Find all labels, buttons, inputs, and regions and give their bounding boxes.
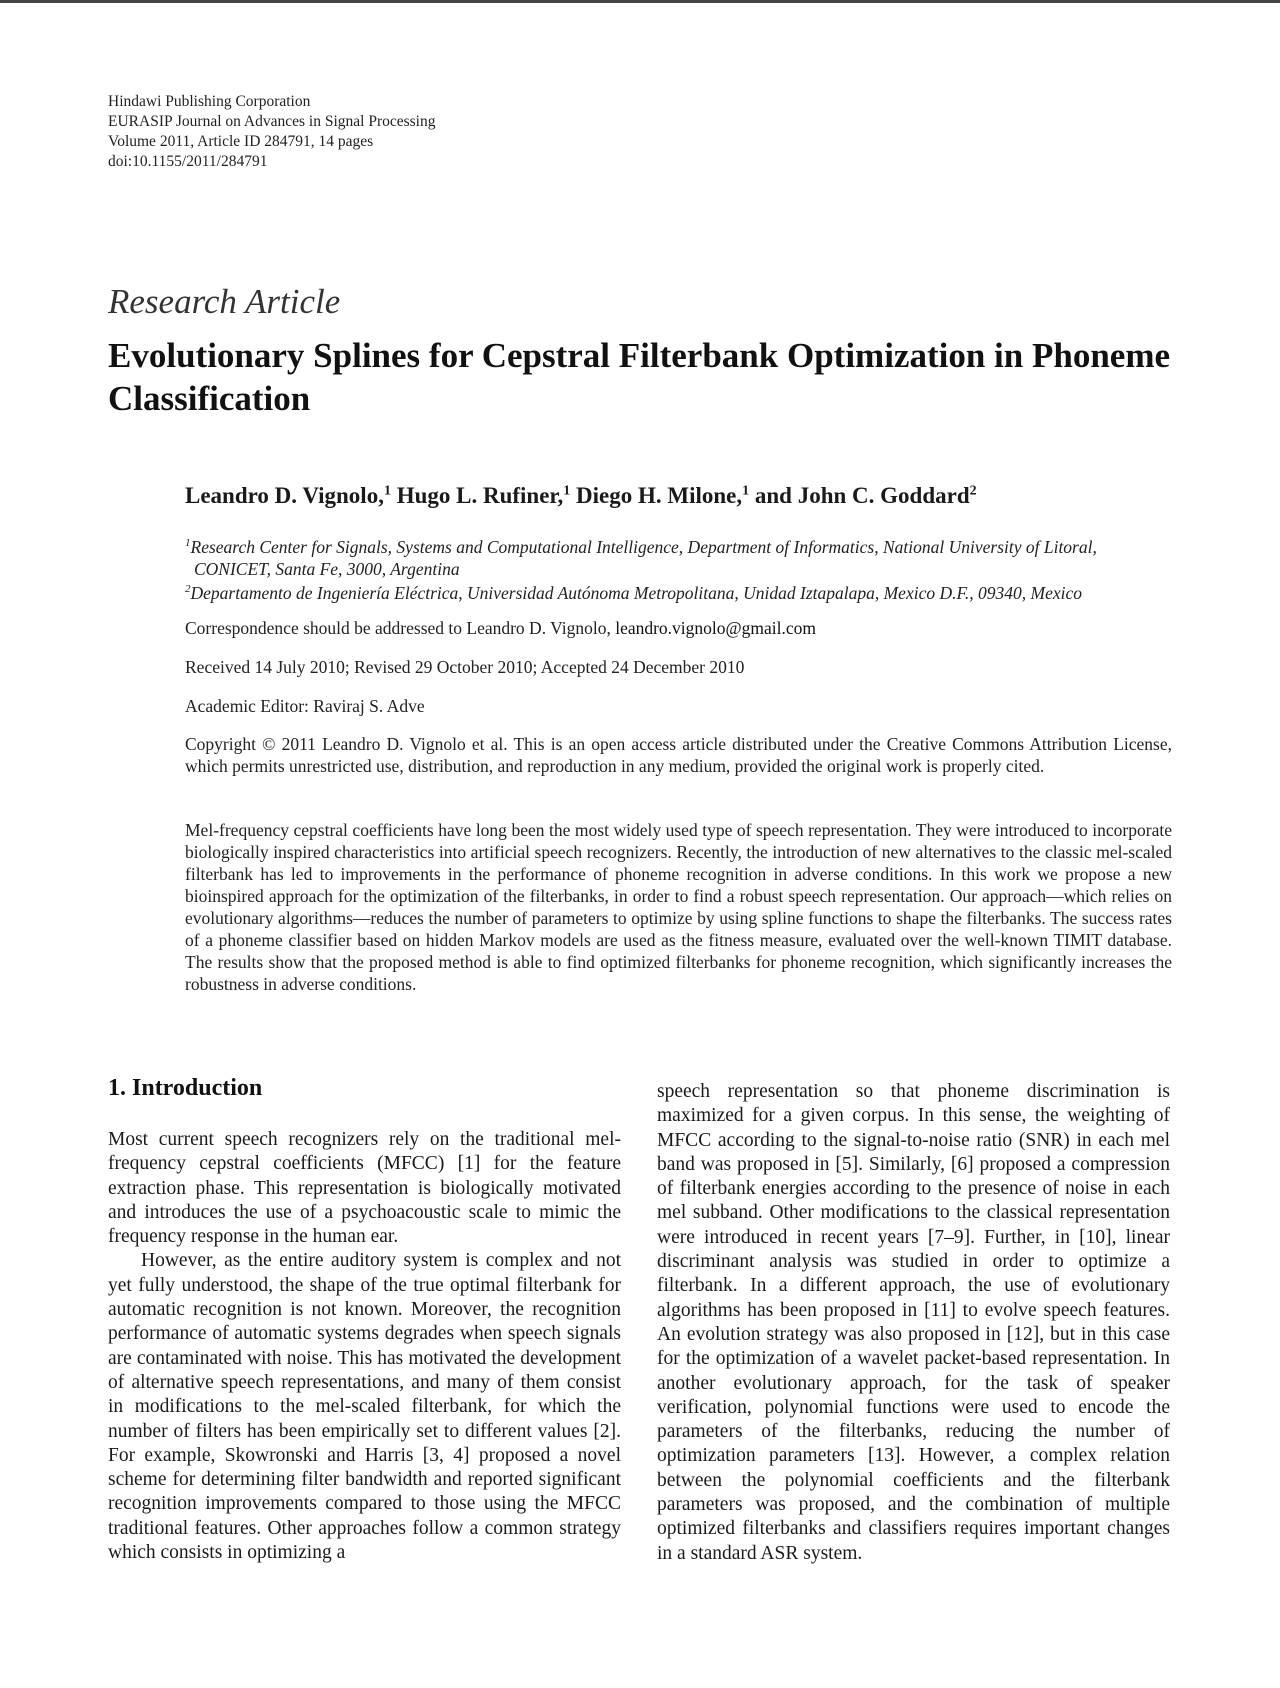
paragraph: However, as the entire auditory system is complex and not yet fully understood, the shape of the true optimal filterbank for automatic recognition is not known. Moreover, the recognition performance of automatic systems degrades when speech signals are contaminated with noise. This has motivated the development of alternative speech representations, and many of them consist in modifications to the mel-scaled filterbank, for which the number of filters has been empirically set to different values [2]. For example, Skowronski and Harris [3, 4] proposed a novel scheme for determining filter bandwidth and reported significant recognition improvements compared to those using the MFCC traditional features. Other approaches follow a common strategy which consists in optimizing a bbox=[108, 1250, 621, 1564]
article-dates: Received 14 July 2010; Revised 29 October 2010; Accepted 24 December 2010 bbox=[185, 657, 745, 677]
publisher: Hindawi Publishing Corporation bbox=[108, 93, 311, 110]
journal-name: EURASIP Journal on Advances in Signal Processing bbox=[108, 113, 436, 130]
section-heading: 1. Introduction bbox=[108, 1075, 263, 1101]
paragraph: speech representation so that phoneme discrimination is maximized for a given corpus. In this sense, the weighting of MFCC according to the signal-to-noise ratio (SNR) in each mel band was proposed in [5]. Similarly, [6] proposed a compression of filterbank energies according to the presence of noise in each mel subband. Other modifications to the classical representation were introduced in recent years [7–9]. Further, in [10], linear discriminant analysis was studied in order to optimize a filterbank. In a different approach, the use of evolutionary algorithms has been proposed in [11] to evolve speech features. An evolution strategy was also proposed in [12], but in this case for the optimization of a wavelet packet-based representation. In another evolutionary approach, for the task of speaker verification, polynomial functions were used to encode the parameters of the filterbanks, reducing the number of optimization parameters [13]. However, a complex relation between the polynomial coefficients and the filterbank parameters was proposed, and the combination of multiple optimized filterbanks and classifiers requires important changes in a standard ASR system. bbox=[657, 1081, 1170, 1564]
author: and John C. Goddard$^2$ bbox=[754, 483, 977, 508]
body-column-right bbox=[657, 1080, 1170, 1566]
author: Diego H. Milone,$^1$ bbox=[576, 483, 750, 508]
abstract: Mel-frequency cepstral coefficients have long been the most widely used type of speech representation. They were introduced to incorporate biologically inspired characteristics into artificial speech recognizers. Recently, the introduction of new alternatives to the classic mel-scaled filterbank has led to improvements in the performance of phoneme recognition in adverse conditions. In this work we propose a new bioinspired approach for the optimization of the filterbanks, in order to find a robust speech representation. Our approach—which relies on evolutionary algorithms—reduces the number of parameters to optimize by using spline functions to shape the filterbanks. The success rates of a phoneme classifier based on hidden Markov models are used as the fitness measure, evaluated over the well-known TIMIT database. The results show that the proposed method is able to find optimized filterbanks for phoneme recognition, which significantly increases the robustness in adverse conditions. bbox=[185, 820, 1172, 994]
journal-header bbox=[108, 92, 436, 172]
doi: doi:10.1155/2011/284791 bbox=[108, 153, 268, 170]
article-type: Research Article bbox=[108, 282, 341, 321]
body-column-left bbox=[108, 1128, 621, 1565]
top-border bbox=[0, 0, 1280, 3]
author: Hugo L. Rufiner,$^1$ bbox=[396, 483, 571, 508]
affiliation-1: $^1$Research Center for Signals, Systems and Computational Intelligence, Department of Informatics, National University of Litoral, CONICET, Santa Fe, 3000, Argentina bbox=[185, 536, 1097, 579]
author-list bbox=[185, 483, 977, 509]
paper-title: Evolutionary Splines for Cepstral Filterbank Optimization in Phoneme Classification bbox=[108, 336, 1171, 418]
volume-info: Volume 2011, Article ID 284791, 14 pages bbox=[108, 133, 374, 150]
author: Leandro D. Vignolo,$^1$ bbox=[185, 483, 391, 508]
email-link[interactable]: leandro.vignolo@gmail.com bbox=[615, 618, 817, 638]
copyright-notice: Copyright © 2011 Leandro D. Vignolo et al. This is an open access article distributed under the Creative Commons Attribution License, which permits unrestricted use, distribution, and reproduction in any medium, provided the original work is properly cited. bbox=[185, 734, 1172, 776]
academic-editor: Academic Editor: Raviraj S. Adve bbox=[185, 696, 425, 716]
affiliation-2: $^2$Departamento de Ingeniería Eléctrica, Universidad Autónoma Metropolitana, Unidad Iztapalapa, Mexico D.F., 09340, Mexico bbox=[185, 582, 1083, 603]
correspondence: Correspondence should be addressed to Leandro D. Vignolo, leandro.vignolo@gmail.com bbox=[185, 618, 817, 638]
paragraph: Most current speech recognizers rely on the traditional mel-frequency cepstral coefficients (MFCC) [1] for the feature extraction phase. This representation is biologically motivated and introduces the use of a psychoacoustic scale to mimic the frequency response in the human ear. bbox=[108, 1129, 621, 1248]
